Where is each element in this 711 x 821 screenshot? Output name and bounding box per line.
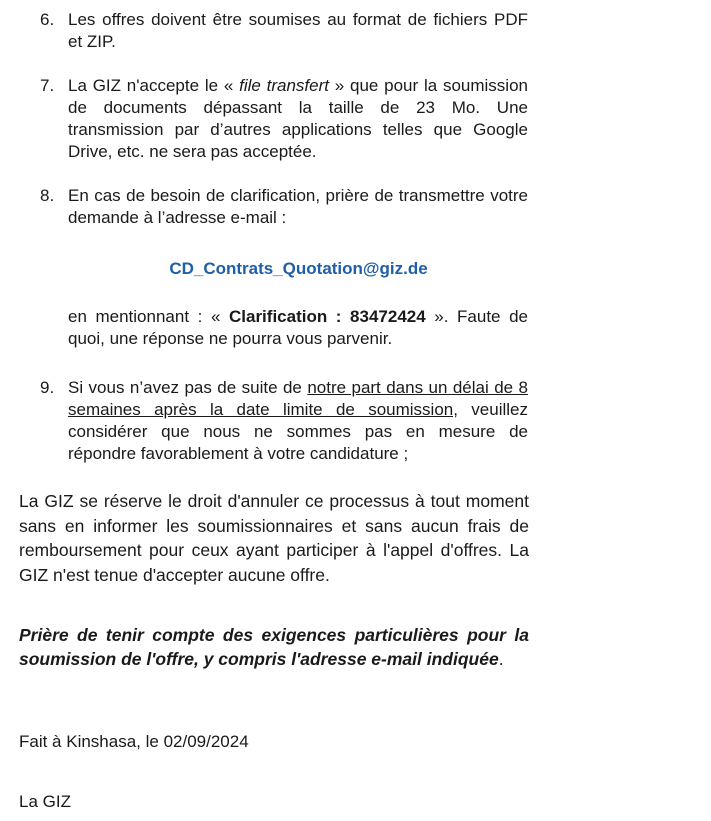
list-item-6 [40, 9, 528, 53]
contact-email-link[interactable]: CD_Contrats_Quotation@giz.de [169, 259, 428, 278]
text-part: La GIZ n'accepte le « [68, 76, 240, 95]
place-date: Fait à Kinshasa, le 02/09/2024 [19, 732, 249, 751]
list-item-8 [40, 185, 528, 229]
list-item-9 [40, 377, 528, 465]
item-text [68, 377, 528, 465]
text-part: Si vous n’avez pas de suite de [68, 378, 308, 397]
list-number: 7. [40, 76, 55, 95]
notice-paragraph [19, 623, 529, 671]
list-number: 6. [40, 10, 55, 29]
item-text: En cas de besoin de clarification, prière de transmettre votre demande à l’adresse e-mail : [68, 186, 528, 227]
text-part: en mentionnant : « [68, 307, 229, 326]
underlined-text: notre part dans un délai de 8 semaines après la date limite de soumission, [68, 378, 528, 419]
text-part: veuillez considérer que nous ne sommes pas en mesure de répondre favorablement à votre candidature ; [68, 400, 529, 463]
list-item-8-continued [40, 306, 528, 350]
item-text [68, 75, 528, 163]
text-part: ». Faute de quoi, une réponse ne pourra vous parvenir. [68, 307, 528, 348]
item-text: Les offres doivent être soumises au format de fichiers PDF et ZIP. [68, 10, 528, 51]
list-item-7 [40, 75, 528, 163]
italic-term: file transfert [239, 76, 329, 95]
list-number: 8. [40, 186, 55, 205]
signature: La GIZ [19, 792, 71, 811]
clarification-reference: Clarification : 83472424 [228, 307, 426, 326]
list-number: 9. [40, 378, 55, 397]
reserve-paragraph: La GIZ se réserve le droit d'annuler ce processus à tout moment sans en informer les soumissionnaires et sans aucun frais de remboursement pour ceux ayant participer à l'appel d'offres. La GIZ n'est tenue d'accepter aucune offre. [19, 491, 529, 585]
text-part: » que pour la soumission de documents dépassant la taille de 23 Mo. Une transmission par d’autres applications telles que Google Drive, etc. ne sera pas acceptée. [68, 76, 528, 161]
item-text [68, 306, 528, 350]
notice-period: . [498, 649, 504, 669]
notice-text: Prière de tenir compte des exigences particulières pour la soumission de l'offre, y compris l'adresse e-mail indiquée [19, 625, 529, 669]
